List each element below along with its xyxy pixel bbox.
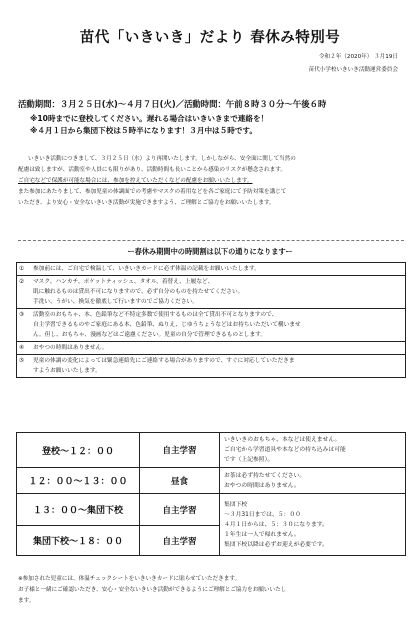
- rule-text: 自主学習できるものやご家庭にある本、色鉛筆、ぬりえ、じゆうちょうなどはお持ちいただいて構いませ: [33, 322, 301, 328]
- rule-number: ④: [19, 345, 25, 351]
- rule-number: ③: [19, 312, 25, 318]
- rule-number: ②: [19, 279, 25, 285]
- activity: 自主学習: [140, 526, 220, 556]
- rule-item: [17, 355, 405, 377]
- rule-item: [17, 276, 405, 309]
- time-slot: １２：００～１３：００: [17, 468, 140, 494]
- footer-line: お子様と一緒にご確認いただき、安心・安全ないきいき活動ができるようにご理解とご協力をお願いいたし: [18, 587, 287, 593]
- footer-line: ※参加された児童には、体温チェックシートをいきいきカードに貼らせていただきます。: [18, 576, 241, 582]
- note-line: 集団下校以降は必ずお迎えが必要です。: [224, 541, 328, 548]
- table-row: [17, 468, 406, 494]
- intro-paragraphs: [18, 154, 404, 209]
- time-slot: 集団下校～１８：００: [17, 526, 140, 556]
- rule-text: すようお願いいたします。: [33, 368, 101, 374]
- slot-notes: [220, 468, 406, 494]
- rule-number: ①: [19, 266, 25, 272]
- rule-text: 参加前には、ご自宅で検温して、いきいきカードに必ず体温の記載をお願いいたします。: [33, 266, 260, 272]
- rule-item: [17, 263, 405, 276]
- schedule-note-2: ※４月１日から集団下校は５時半になります！３月中は５時です。: [30, 126, 257, 135]
- rule-text: 活動室のおもちゃ、本、色鉛筆など不特定多数で使用するものは全て貸出不可となりますので、: [33, 312, 278, 318]
- page-title: 苗代「いきいき」だより 春休み特別号: [79, 30, 341, 46]
- time-slot: 登校～１２：００: [17, 433, 140, 468]
- intro-p1-line2: 配慮は致しますが、活動室や人員にも限りがあり、活動時間も長いことから感染のリスクが懸念されます。: [18, 167, 286, 173]
- activity: 自主学習: [140, 433, 220, 468]
- note-line: １年生は一人で帰れません。: [224, 531, 300, 538]
- note-line: お茶は必ず持たせてください。: [224, 472, 306, 479]
- note-line: です（上記参照）。: [224, 457, 274, 463]
- timetable: [16, 432, 406, 556]
- note-line: ～３月31日までは、５：００: [224, 511, 301, 518]
- rule-number: ⑤: [19, 358, 25, 364]
- footer-line: ます。: [18, 598, 35, 604]
- intro-p2-line1: また参加にあたりまして、参加児童の体調面での考慮やマスクの着用などを各ご家庭にて予防対策を講じて: [18, 189, 287, 195]
- time-slot: １３：００～集団下校: [17, 494, 140, 526]
- rule-text: 児童の体調の変化によっては緊急連絡先にご連絡する場合がありますので、すぐに対応していただきま: [33, 358, 295, 364]
- issue-date: 令和２年（2020年） ３月19日: [318, 54, 398, 60]
- activity: 昼食: [140, 468, 220, 494]
- rule-text: ん。但し、おもちゃ、漫画などはご遠慮ください。児童の自分で管理できるものとします。: [33, 332, 267, 338]
- slot-notes: [220, 494, 406, 556]
- slot-notes: [220, 433, 406, 468]
- rules-box: [16, 262, 406, 378]
- rule-item: [17, 342, 405, 355]
- rule-text: 手洗い、うがい、換気を徹底して行いますのでご協力ください。: [33, 299, 198, 305]
- schedule-notes: [30, 113, 268, 137]
- activity: 自主学習: [140, 494, 220, 526]
- section-title: ー春休み期間中の時間割は以下の通りになりますー: [127, 247, 293, 256]
- note-line: ４月１日からは、５：３０になります。: [224, 521, 328, 528]
- rule-text: マスク、ハンカチ、ポケットティッシュ、タオル、着替え、上履など、: [33, 279, 214, 285]
- table-row: [17, 433, 406, 468]
- note-line: いきいきのおもちゃ、本などは使えません。: [224, 437, 341, 443]
- table-row: [17, 494, 406, 526]
- note-line: ご自宅から学習道具や本などの持ち込みは可能: [224, 447, 346, 453]
- issuer-name: 苗代小学校いきいき活動運営委員会: [308, 67, 398, 73]
- intro-p1-line3: ご自宅などで保護が可能な場合には、参加を控えていただくなどの配慮をお願いいたします。: [18, 178, 253, 184]
- schedule-note-1: ※10時までに登校してください。遅れる場合はいきいきまで連絡を！: [30, 114, 269, 123]
- schedule-line: 活動期間：３月２５日(水)～４月７日(火)／活動時間：午前８時３０分～午後６時: [18, 99, 327, 109]
- note-line: おやつの時間はありません。: [224, 482, 300, 489]
- rule-item: [17, 309, 405, 342]
- note-line: 集団下校: [224, 501, 248, 508]
- section-divider: [18, 240, 404, 241]
- rule-text: おやつの時間はありません。: [33, 345, 108, 351]
- intro-p2-line2: いただき、より安心・安全ないきいき活動が実施できますよう、ご理解とご協力をお願いいたします。: [18, 200, 275, 206]
- intro-p1-line1: いきいき活動につきまして、３月２５日（水）より再開いたします。しかしながら、安全面に関して当然の: [28, 156, 296, 162]
- rule-text: 肌に触れるものは貸出不可になりますので、必ず自分のものを持たせてください。: [33, 289, 244, 295]
- footer-note: [18, 574, 408, 607]
